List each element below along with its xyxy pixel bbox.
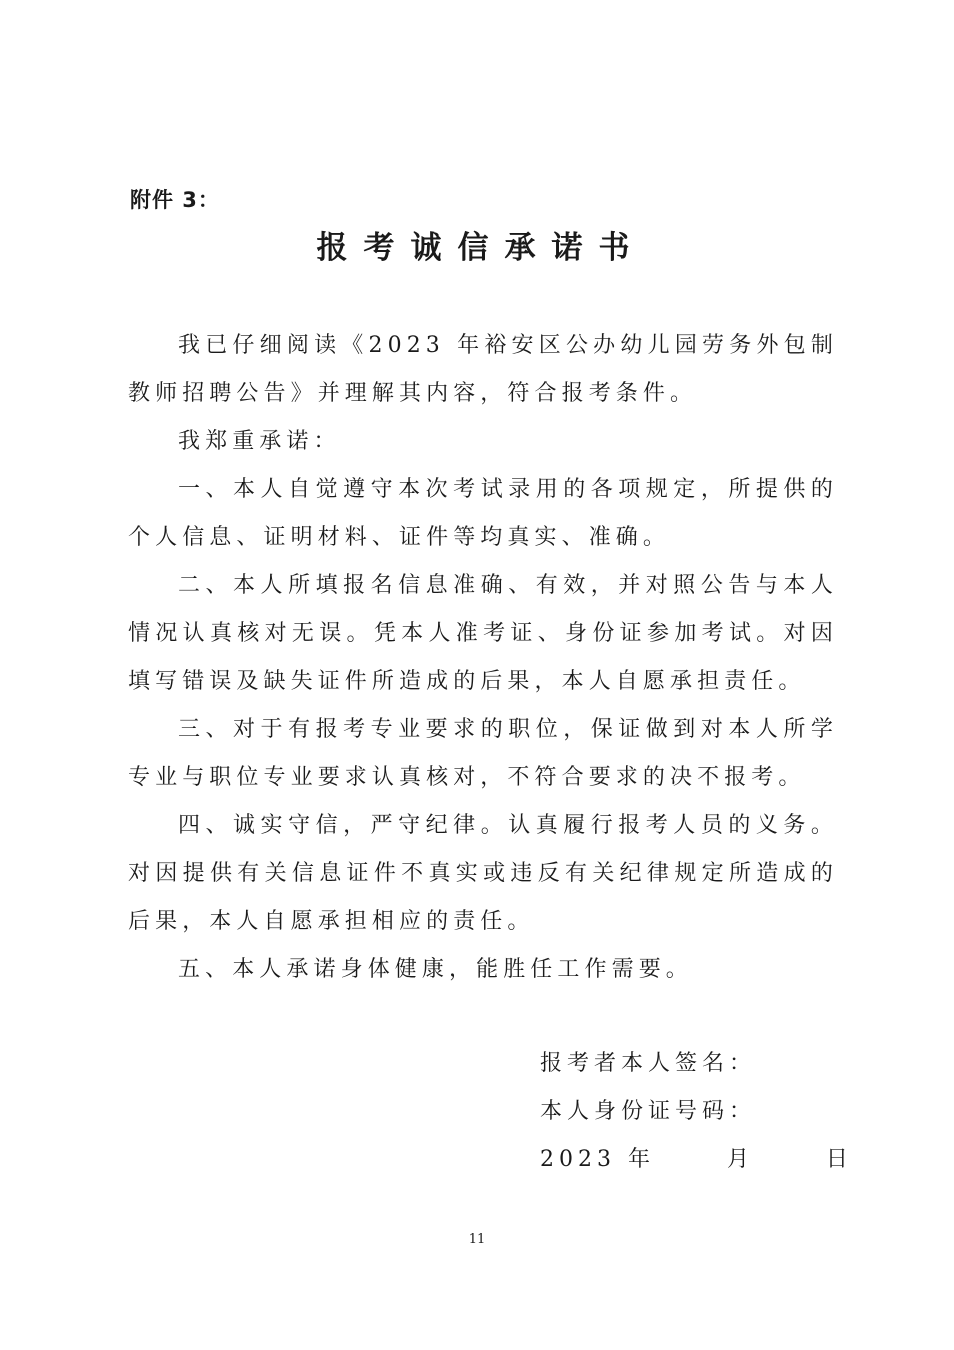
- pledge-item-1: 一、本人自觉遵守本次考试录用的各项规定，所提供的个人信息、证明材料、证件等均真实、准确。: [128, 477, 838, 550]
- attachment-label: 附件 3：: [130, 188, 220, 212]
- pledge-item-2: 二、本人所填报名信息准确、有效，并对照公告与本人情况认真核对无误。凭本人准考证、身份证参加考试。对因填写错误及缺失证件所造成的后果，本人自愿承担责任。: [128, 573, 838, 694]
- document-body: [128, 322, 838, 994]
- pledge-heading: 我郑重承诺：: [178, 429, 341, 454]
- id-number-label: 本人身份证号码：: [540, 1099, 757, 1124]
- pledge-item-5: 五、本人承诺身体健康，能胜任工作需要。: [178, 957, 693, 982]
- pledge-item-3: 三、对于有报考专业要求的职位，保证做到对本人所学专业与职位专业要求认真核对，不符合要求的决不报考。: [128, 717, 838, 790]
- date-line: 2023 年 月 日: [540, 1147, 853, 1172]
- signer-label: 报考者本人签名：: [540, 1051, 757, 1076]
- signature-block: [540, 1040, 853, 1184]
- document-title: 报考诚信承诺书: [316, 230, 646, 266]
- pledge-item-4: 四、诚实守信，严守纪律。认真履行报考人员的义务。对因提供有关信息证件不真实或违反有关纪律规定所造成的后果，本人自愿承担相应的责任。: [128, 813, 838, 934]
- intro-paragraph: 我已仔细阅读《2023 年裕安区公办幼儿园劳务外包制教师招聘公告》并理解其内容，符合报考条件。: [128, 333, 838, 406]
- page-number: 11: [468, 1232, 486, 1247]
